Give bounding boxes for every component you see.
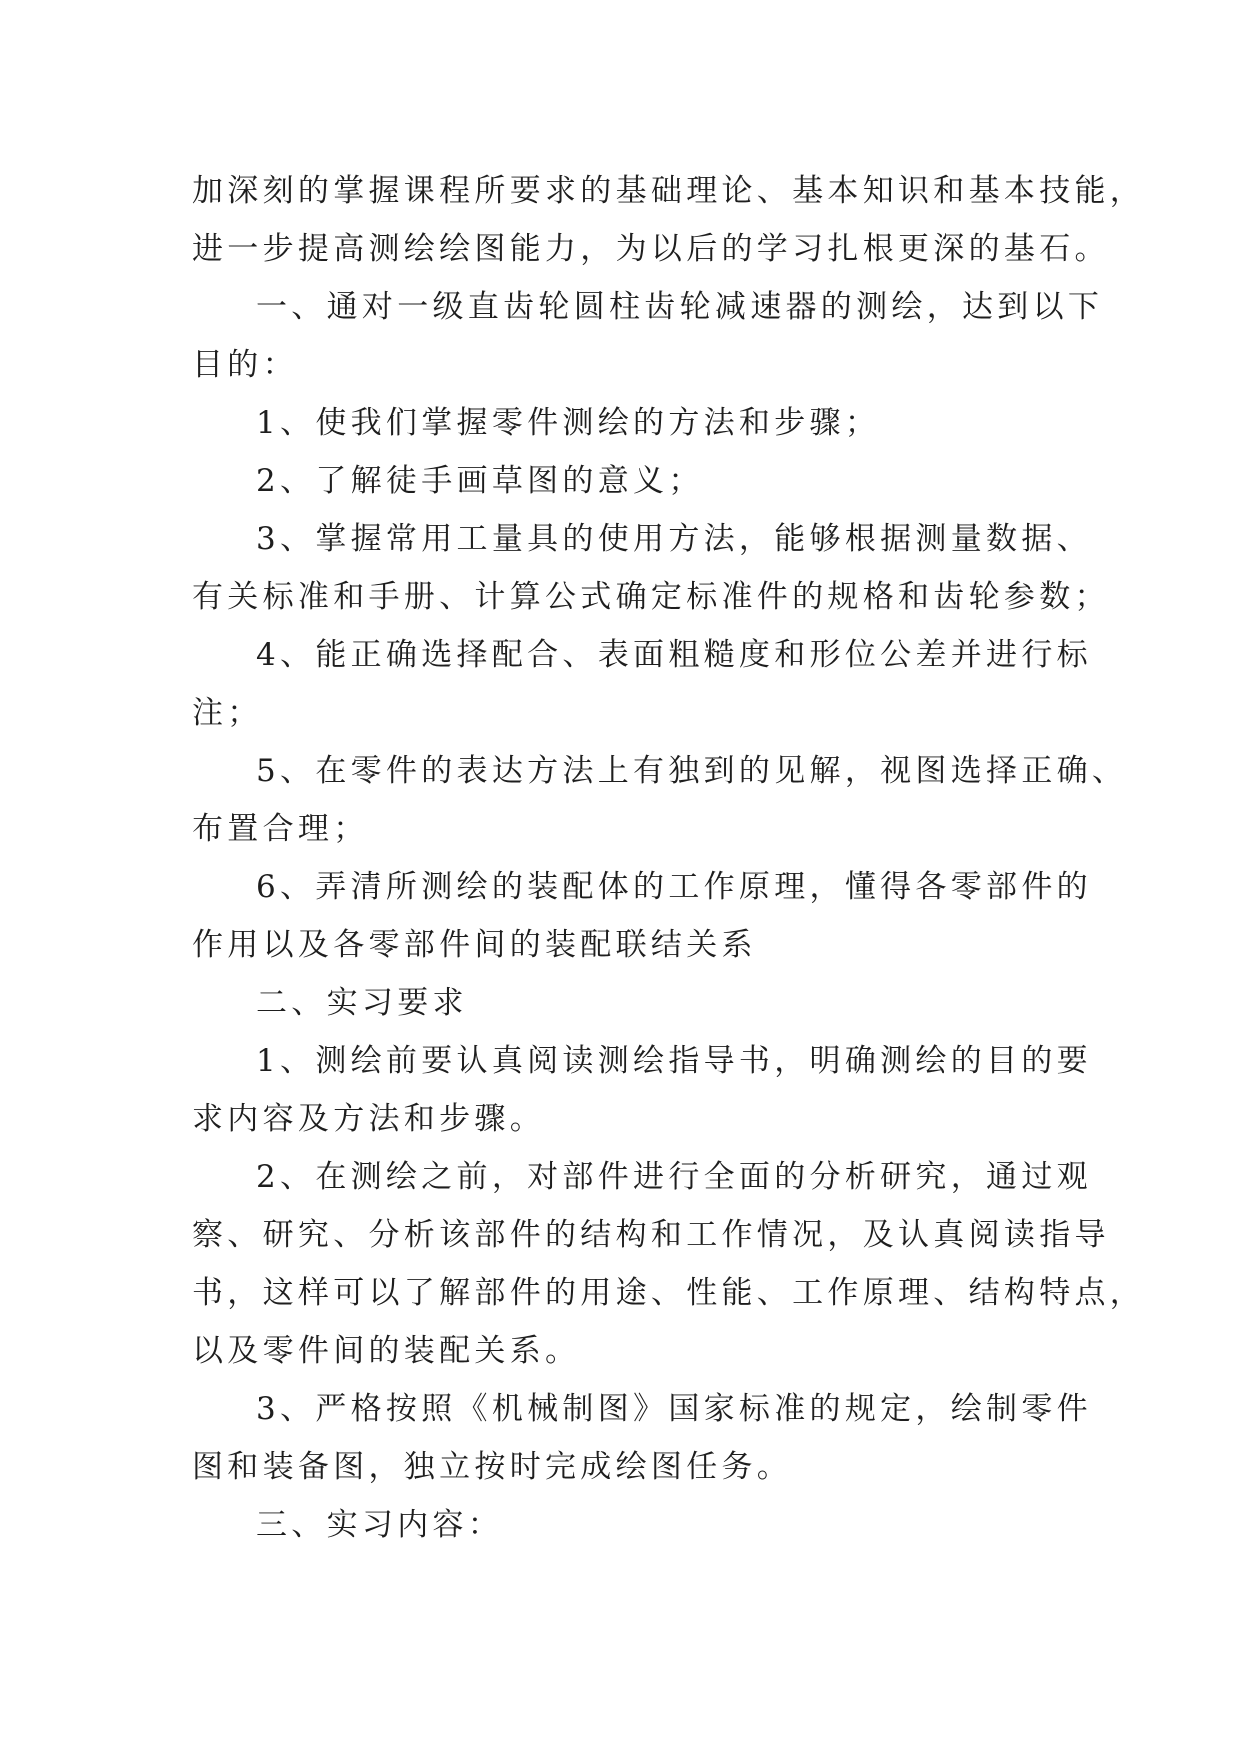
text-line: 6、弄清所测绘的装配体的工作原理，懂得各零部件的 <box>256 869 1092 905</box>
text-line: 图和装备图，独立按时完成绘图任务。 <box>192 1449 793 1485</box>
text-line: 进一步提高测绘绘图能力，为以后的学习扎根更深的基石。 <box>192 231 1110 267</box>
text-line: 加深刻的掌握课程所要求的基础理论、基本知识和基本技能， <box>192 173 1146 209</box>
text-line: 2、了解徒手画草图的意义； <box>256 463 704 499</box>
text-line: 注； <box>192 695 263 731</box>
text-line: 1、测绘前要认真阅读测绘指导书，明确测绘的目的要 <box>256 1043 1092 1079</box>
text-line: 作用以及各零部件间的装配联结关系 <box>192 927 757 963</box>
text-line: 目的： <box>192 347 298 383</box>
text-line: 以及零件间的装配关系。 <box>192 1333 581 1369</box>
text-line: 1、使我们掌握零件测绘的方法和步骤； <box>256 405 881 441</box>
text-line: 4、能正确选择配合、表面粗糙度和形位公差并进行标 <box>256 637 1092 673</box>
text-line: 3、严格按照《机械制图》国家标准的规定，绘制零件 <box>256 1391 1092 1427</box>
text-line: 二、实习要求 <box>256 985 468 1021</box>
text-line: 3、掌握常用工量具的使用方法，能够根据测量数据、 <box>256 521 1092 557</box>
text-line: 5、在零件的表达方法上有独到的见解，视图选择正确、 <box>256 753 1128 789</box>
text-line: 察、研究、分析该部件的结构和工作情况，及认真阅读指导 <box>192 1217 1110 1253</box>
text-line: 三、实习内容： <box>256 1507 504 1543</box>
text-line: 求内容及方法和步骤。 <box>192 1101 545 1137</box>
text-line: 布置合理； <box>192 811 369 847</box>
text-line: 2、在测绘之前，对部件进行全面的分析研究，通过观 <box>256 1159 1092 1195</box>
document-body <box>192 162 1146 1554</box>
text-line: 书，这样可以了解部件的用途、性能、工作原理、结构特点， <box>192 1275 1146 1311</box>
text-line: 有关标准和手册、计算公式确定标准件的规格和齿轮参数； <box>192 579 1110 615</box>
text-line: 一、通对一级直齿轮圆柱齿轮减速器的测绘，达到以下 <box>256 289 1104 325</box>
